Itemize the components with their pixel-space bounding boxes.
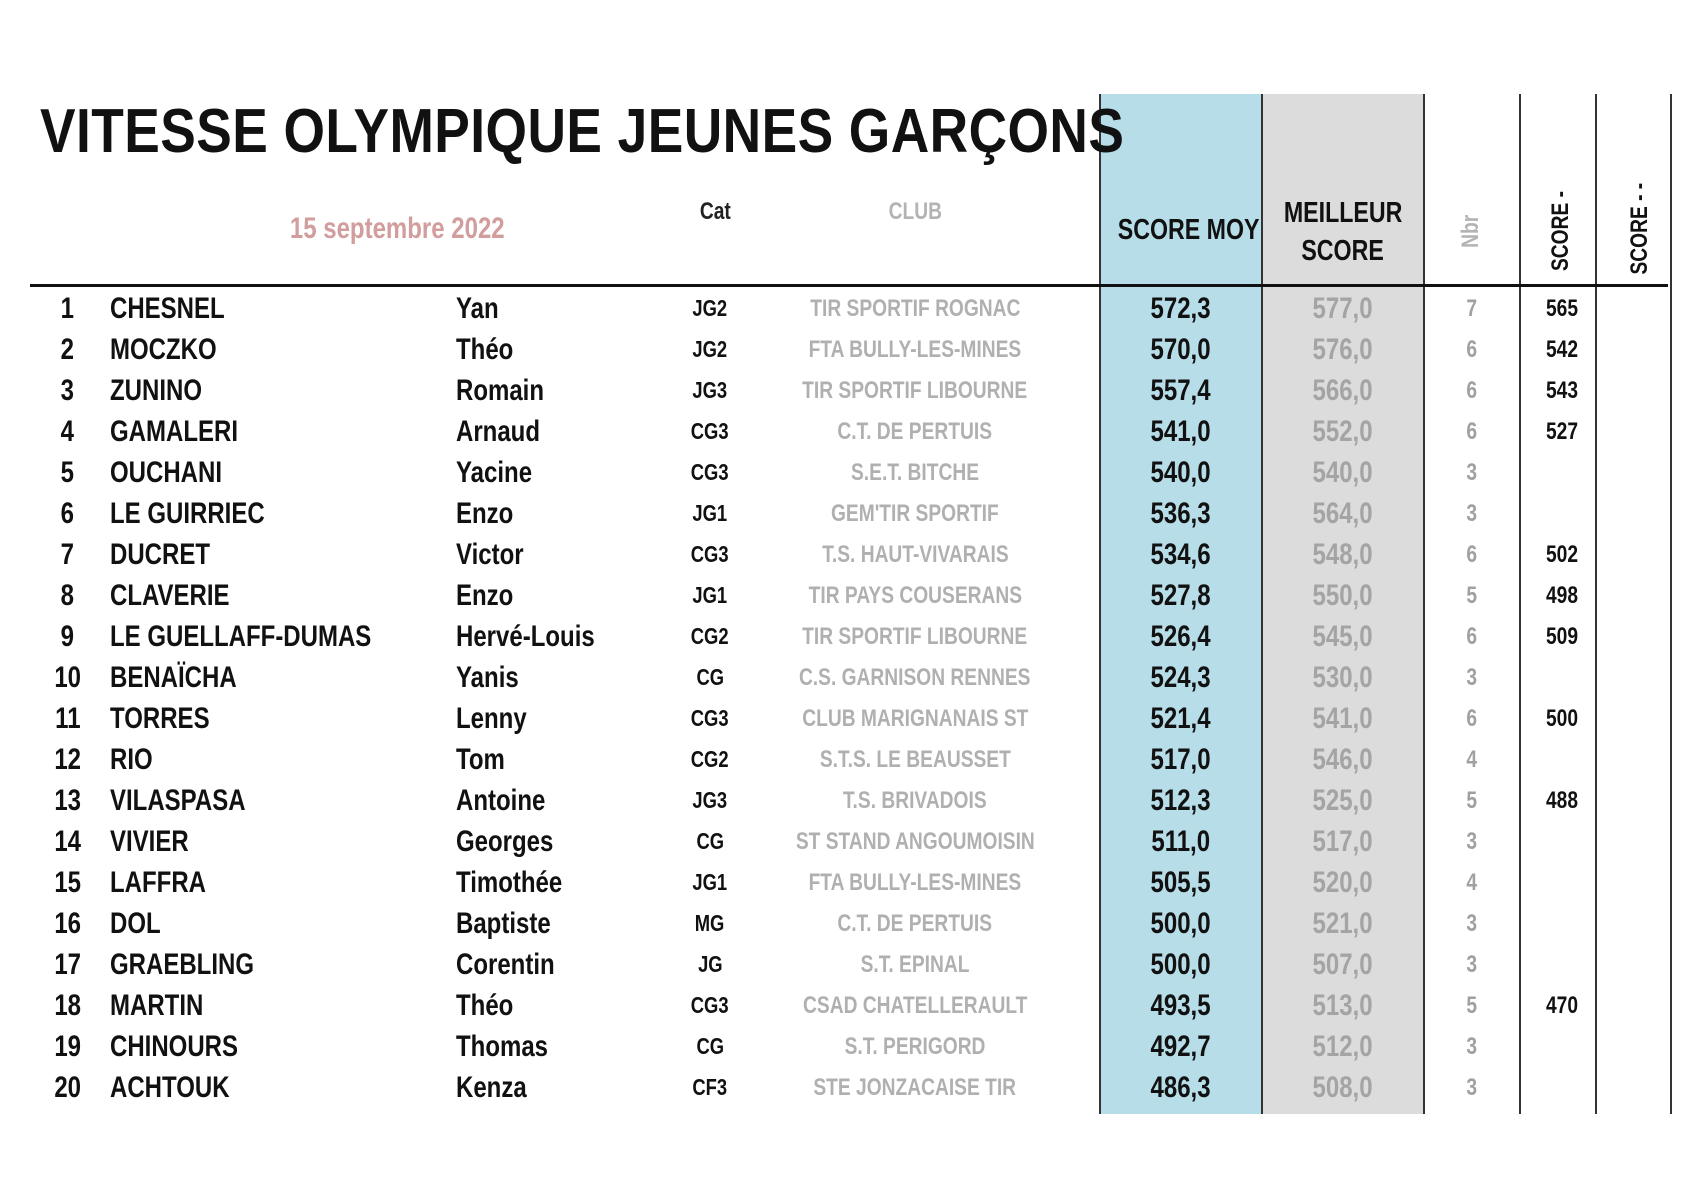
score-moy-cell: 527,8 <box>1150 579 1212 612</box>
club-cell: TIR PAYS COUSERANS <box>808 582 1022 609</box>
category-cell: CG3 <box>691 992 729 1018</box>
score-minus-cell <box>1518 739 1606 780</box>
nbr-cell: 4 <box>1466 746 1478 773</box>
rank-cell: 3 <box>60 374 75 407</box>
last-name-cell: ZUNINO <box>110 374 202 407</box>
nbr-cell: 5 <box>1466 787 1478 814</box>
best-score-cell: 548,0 <box>1312 538 1374 571</box>
table-row <box>0 862 1697 903</box>
table-row <box>0 329 1697 370</box>
last-name-cell: CLAVERIE <box>110 579 230 612</box>
nbr-cell: 3 <box>1466 1033 1478 1060</box>
rank-cell: 8 <box>60 579 75 612</box>
header-club: CLUB <box>888 198 942 225</box>
category-cell: CG3 <box>691 459 729 485</box>
header-score-moy: SCORE MOY <box>1117 214 1260 246</box>
nbr-cell: 3 <box>1466 664 1478 691</box>
first-name-cell: Hervé-Louis <box>456 620 595 653</box>
score-moy-cell: 517,0 <box>1150 743 1212 776</box>
rank-cell: 17 <box>54 948 81 981</box>
score-minus-cell <box>1518 657 1606 698</box>
rank-cell: 4 <box>60 415 75 448</box>
first-name-cell: Romain <box>456 374 545 407</box>
club-cell: GEM'TIR SPORTIF <box>831 500 999 527</box>
last-name-cell: GRAEBLING <box>110 948 254 981</box>
category-cell: CG <box>696 828 724 854</box>
club-cell: TIR SPORTIF LIBOURNE <box>802 623 1028 650</box>
score-minus-cell: 470 <box>1545 992 1579 1019</box>
club-cell: S.T. PERIGORD <box>844 1033 986 1060</box>
rank-cell: 14 <box>54 825 81 858</box>
score-moy-cell: 492,7 <box>1150 1030 1212 1063</box>
first-name-cell: Enzo <box>456 579 514 612</box>
first-name-cell: Lenny <box>456 702 527 735</box>
nbr-cell: 6 <box>1466 705 1478 732</box>
category-cell: CG3 <box>691 418 729 444</box>
category-cell: JG2 <box>692 295 728 321</box>
rank-cell: 7 <box>60 538 75 571</box>
score-minus-cell <box>1518 1067 1606 1108</box>
club-cell: CSAD CHATELLERAULT <box>802 992 1028 1019</box>
best-score-cell: 546,0 <box>1312 743 1374 776</box>
score-moy-cell: 572,3 <box>1150 292 1212 325</box>
nbr-cell: 3 <box>1466 500 1478 527</box>
rank-cell: 12 <box>54 743 81 776</box>
club-cell: FTA BULLY-LES-MINES <box>808 869 1022 896</box>
header-nbr: Nbr <box>1457 214 1484 248</box>
nbr-cell: 3 <box>1466 951 1478 978</box>
score-moy-cell: 521,4 <box>1150 702 1212 735</box>
first-name-cell: Enzo <box>456 497 514 530</box>
category-cell: CG <box>696 664 724 690</box>
rank-cell: 19 <box>54 1030 81 1063</box>
club-cell: CLUB MARIGNANAIS ST <box>801 705 1029 732</box>
category-cell: JG1 <box>692 869 728 895</box>
table-row <box>0 985 1697 1026</box>
best-score-cell: 577,0 <box>1312 292 1374 325</box>
score-minus-cell: 488 <box>1545 787 1579 814</box>
best-score-cell: 576,0 <box>1312 333 1374 366</box>
nbr-cell: 6 <box>1466 418 1478 445</box>
score-moy-cell: 557,4 <box>1150 374 1212 407</box>
club-cell: ST STAND ANGOUMOISIN <box>795 828 1035 855</box>
best-score-cell: 552,0 <box>1312 415 1374 448</box>
table-row <box>0 698 1697 739</box>
nbr-cell: 5 <box>1466 582 1478 609</box>
rank-cell: 16 <box>54 907 81 940</box>
club-cell: STE JONZACAISE TIR <box>813 1074 1017 1101</box>
last-name-cell: GAMALERI <box>110 415 238 448</box>
club-cell: T.S. BRIVADOIS <box>843 787 987 814</box>
nbr-cell: 6 <box>1466 336 1478 363</box>
nbr-cell: 5 <box>1466 992 1478 1019</box>
first-name-cell: Baptiste <box>456 907 551 940</box>
first-name-cell: Théo <box>456 989 514 1022</box>
score-moy-cell: 500,0 <box>1150 948 1212 981</box>
best-score-cell: 564,0 <box>1312 497 1374 530</box>
first-name-cell: Arnaud <box>456 415 540 448</box>
nbr-cell: 3 <box>1466 828 1478 855</box>
last-name-cell: CHESNEL <box>110 292 225 325</box>
best-score-cell: 525,0 <box>1312 784 1374 817</box>
table-row <box>0 575 1697 616</box>
category-cell: JG3 <box>692 787 728 813</box>
best-score-cell: 513,0 <box>1312 989 1374 1022</box>
last-name-cell: LE GUELLAFF-DUMAS <box>110 620 372 653</box>
category-cell: JG1 <box>692 582 728 608</box>
club-cell: S.E.T. BITCHE <box>850 459 980 486</box>
club-cell: TIR SPORTIF ROGNAC <box>809 295 1021 322</box>
first-name-cell: Georges <box>456 825 554 858</box>
score-minus-cell: 542 <box>1545 336 1579 363</box>
header-rule <box>30 284 1668 287</box>
best-score-cell: 550,0 <box>1312 579 1374 612</box>
rank-cell: 20 <box>54 1071 81 1104</box>
club-cell: C.S. GARNISON RENNES <box>799 664 1031 691</box>
category-cell: CG3 <box>691 541 729 567</box>
last-name-cell: MARTIN <box>110 989 204 1022</box>
first-name-cell: Thomas <box>456 1030 549 1063</box>
best-score-cell: 520,0 <box>1312 866 1374 899</box>
score-moy-cell: 536,3 <box>1150 497 1212 530</box>
rank-cell: 2 <box>60 333 75 366</box>
score-moy-cell: 486,3 <box>1150 1071 1212 1104</box>
score-minus-cell <box>1518 944 1606 985</box>
score-minus-cell: 498 <box>1545 582 1579 609</box>
score-minus-cell: 509 <box>1545 623 1579 650</box>
rank-cell: 18 <box>54 989 81 1022</box>
table-row <box>0 821 1697 862</box>
score-minus-cell: 565 <box>1545 295 1579 322</box>
score-moy-cell: 526,4 <box>1150 620 1212 653</box>
nbr-cell: 6 <box>1466 377 1478 404</box>
table-row <box>0 1067 1697 1108</box>
table-row <box>0 411 1697 452</box>
table-row <box>0 493 1697 534</box>
best-score-cell: 541,0 <box>1312 702 1374 735</box>
header-score-minus-minus: SCORE - - <box>1626 182 1653 275</box>
club-cell: C.T. DE PERTUIS <box>837 418 993 445</box>
best-score-cell: 566,0 <box>1312 374 1374 407</box>
score-minus-cell <box>1518 862 1606 903</box>
category-cell: JG2 <box>692 336 728 362</box>
best-score-cell: 521,0 <box>1312 907 1374 940</box>
score-minus-cell: 500 <box>1545 705 1579 732</box>
club-cell: T.S. HAUT-VIVARAIS <box>821 541 1009 568</box>
table-row <box>0 370 1697 411</box>
last-name-cell: CHINOURS <box>110 1030 239 1063</box>
best-score-cell: 507,0 <box>1312 948 1374 981</box>
rank-cell: 5 <box>60 456 75 489</box>
score-moy-cell: 500,0 <box>1150 907 1212 940</box>
first-name-cell: Yan <box>456 292 499 325</box>
score-moy-cell: 493,5 <box>1150 989 1212 1022</box>
category-cell: CG2 <box>691 623 729 649</box>
best-score-cell: 512,0 <box>1312 1030 1374 1063</box>
rank-cell: 1 <box>60 292 75 325</box>
nbr-cell: 7 <box>1466 295 1478 322</box>
first-name-cell: Victor <box>456 538 524 571</box>
score-minus-cell: 527 <box>1545 418 1579 445</box>
score-moy-cell: 541,0 <box>1150 415 1212 448</box>
header-cat: Cat <box>699 198 731 225</box>
score-moy-cell: 524,3 <box>1150 661 1212 694</box>
page-title: VITESSE OLYMPIQUE JEUNES GARÇONS <box>40 97 1125 166</box>
nbr-cell: 4 <box>1466 869 1478 896</box>
score-moy-cell: 534,6 <box>1150 538 1212 571</box>
last-name-cell: LE GUIRRIEC <box>110 497 265 530</box>
table-row <box>0 780 1697 821</box>
category-cell: MG <box>695 910 725 936</box>
table-row <box>0 903 1697 944</box>
score-minus-cell <box>1518 493 1606 534</box>
nbr-cell: 3 <box>1466 459 1478 486</box>
results-table <box>0 288 1697 1108</box>
table-row <box>0 739 1697 780</box>
club-cell: FTA BULLY-LES-MINES <box>808 336 1022 363</box>
last-name-cell: MOCZKO <box>110 333 217 366</box>
table-row <box>0 452 1697 493</box>
first-name-cell: Antoine <box>456 784 546 817</box>
score-moy-cell: 570,0 <box>1150 333 1212 366</box>
rank-cell: 11 <box>54 702 81 735</box>
category-cell: JG1 <box>692 500 728 526</box>
table-row <box>0 944 1697 985</box>
table-row <box>0 616 1697 657</box>
best-score-cell: 517,0 <box>1312 825 1374 858</box>
score-minus-cell <box>1518 903 1606 944</box>
score-minus-cell: 543 <box>1545 377 1579 404</box>
score-moy-cell: 505,5 <box>1150 866 1212 899</box>
last-name-cell: LAFFRA <box>110 866 206 899</box>
club-cell: S.T.S. LE BEAUSSET <box>819 746 1011 773</box>
score-moy-cell: 512,3 <box>1150 784 1212 817</box>
club-cell: C.T. DE PERTUIS <box>837 910 993 937</box>
category-cell: CG3 <box>691 705 729 731</box>
club-cell: S.T. EPINAL <box>860 951 970 978</box>
nbr-cell: 3 <box>1466 1074 1478 1101</box>
rank-cell: 6 <box>60 497 75 530</box>
last-name-cell: VIVIER <box>110 825 189 858</box>
last-name-cell: DOL <box>110 907 161 940</box>
last-name-cell: RIO <box>110 743 153 776</box>
last-name-cell: DUCRET <box>110 538 210 571</box>
rank-cell: 10 <box>54 661 81 694</box>
header-score-minus: SCORE - <box>1547 191 1574 272</box>
first-name-cell: Yanis <box>456 661 519 694</box>
score-minus-cell <box>1518 821 1606 862</box>
category-cell: CG <box>696 1033 724 1059</box>
last-name-cell: OUCHANI <box>110 456 222 489</box>
last-name-cell: TORRES <box>110 702 210 735</box>
best-score-cell: 540,0 <box>1312 456 1374 489</box>
table-row <box>0 1026 1697 1067</box>
event-date: 15 septembre 2022 <box>290 212 505 245</box>
table-row <box>0 657 1697 698</box>
last-name-cell: ACHTOUK <box>110 1071 230 1104</box>
first-name-cell: Yacine <box>456 456 533 489</box>
score-minus-cell <box>1518 1026 1606 1067</box>
club-cell: TIR SPORTIF LIBOURNE <box>802 377 1028 404</box>
best-score-cell: 530,0 <box>1312 661 1374 694</box>
nbr-cell: 3 <box>1466 910 1478 937</box>
category-cell: CG2 <box>691 746 729 772</box>
last-name-cell: VILASPASA <box>110 784 246 817</box>
category-cell: JG <box>697 951 723 977</box>
rank-cell: 9 <box>60 620 75 653</box>
last-name-cell: BENAÏCHA <box>110 661 237 694</box>
score-moy-cell: 540,0 <box>1150 456 1212 489</box>
score-minus-cell <box>1518 452 1606 493</box>
first-name-cell: Kenza <box>456 1071 527 1104</box>
first-name-cell: Tom <box>456 743 505 776</box>
table-row <box>0 534 1697 575</box>
category-cell: JG3 <box>692 377 728 403</box>
rank-cell: 15 <box>54 866 81 899</box>
rank-cell: 13 <box>54 784 81 817</box>
score-minus-cell: 502 <box>1545 541 1579 568</box>
first-name-cell: Théo <box>456 333 514 366</box>
header-best-score: MEILLEUR SCORE <box>1283 197 1403 267</box>
nbr-cell: 6 <box>1466 541 1478 568</box>
category-cell: CF3 <box>692 1074 728 1100</box>
score-moy-cell: 511,0 <box>1151 825 1211 858</box>
table-row <box>0 288 1697 329</box>
nbr-cell: 6 <box>1466 623 1478 650</box>
best-score-cell: 545,0 <box>1312 620 1374 653</box>
first-name-cell: Timothée <box>456 866 563 899</box>
first-name-cell: Corentin <box>456 948 555 981</box>
best-score-cell: 508,0 <box>1312 1071 1374 1104</box>
